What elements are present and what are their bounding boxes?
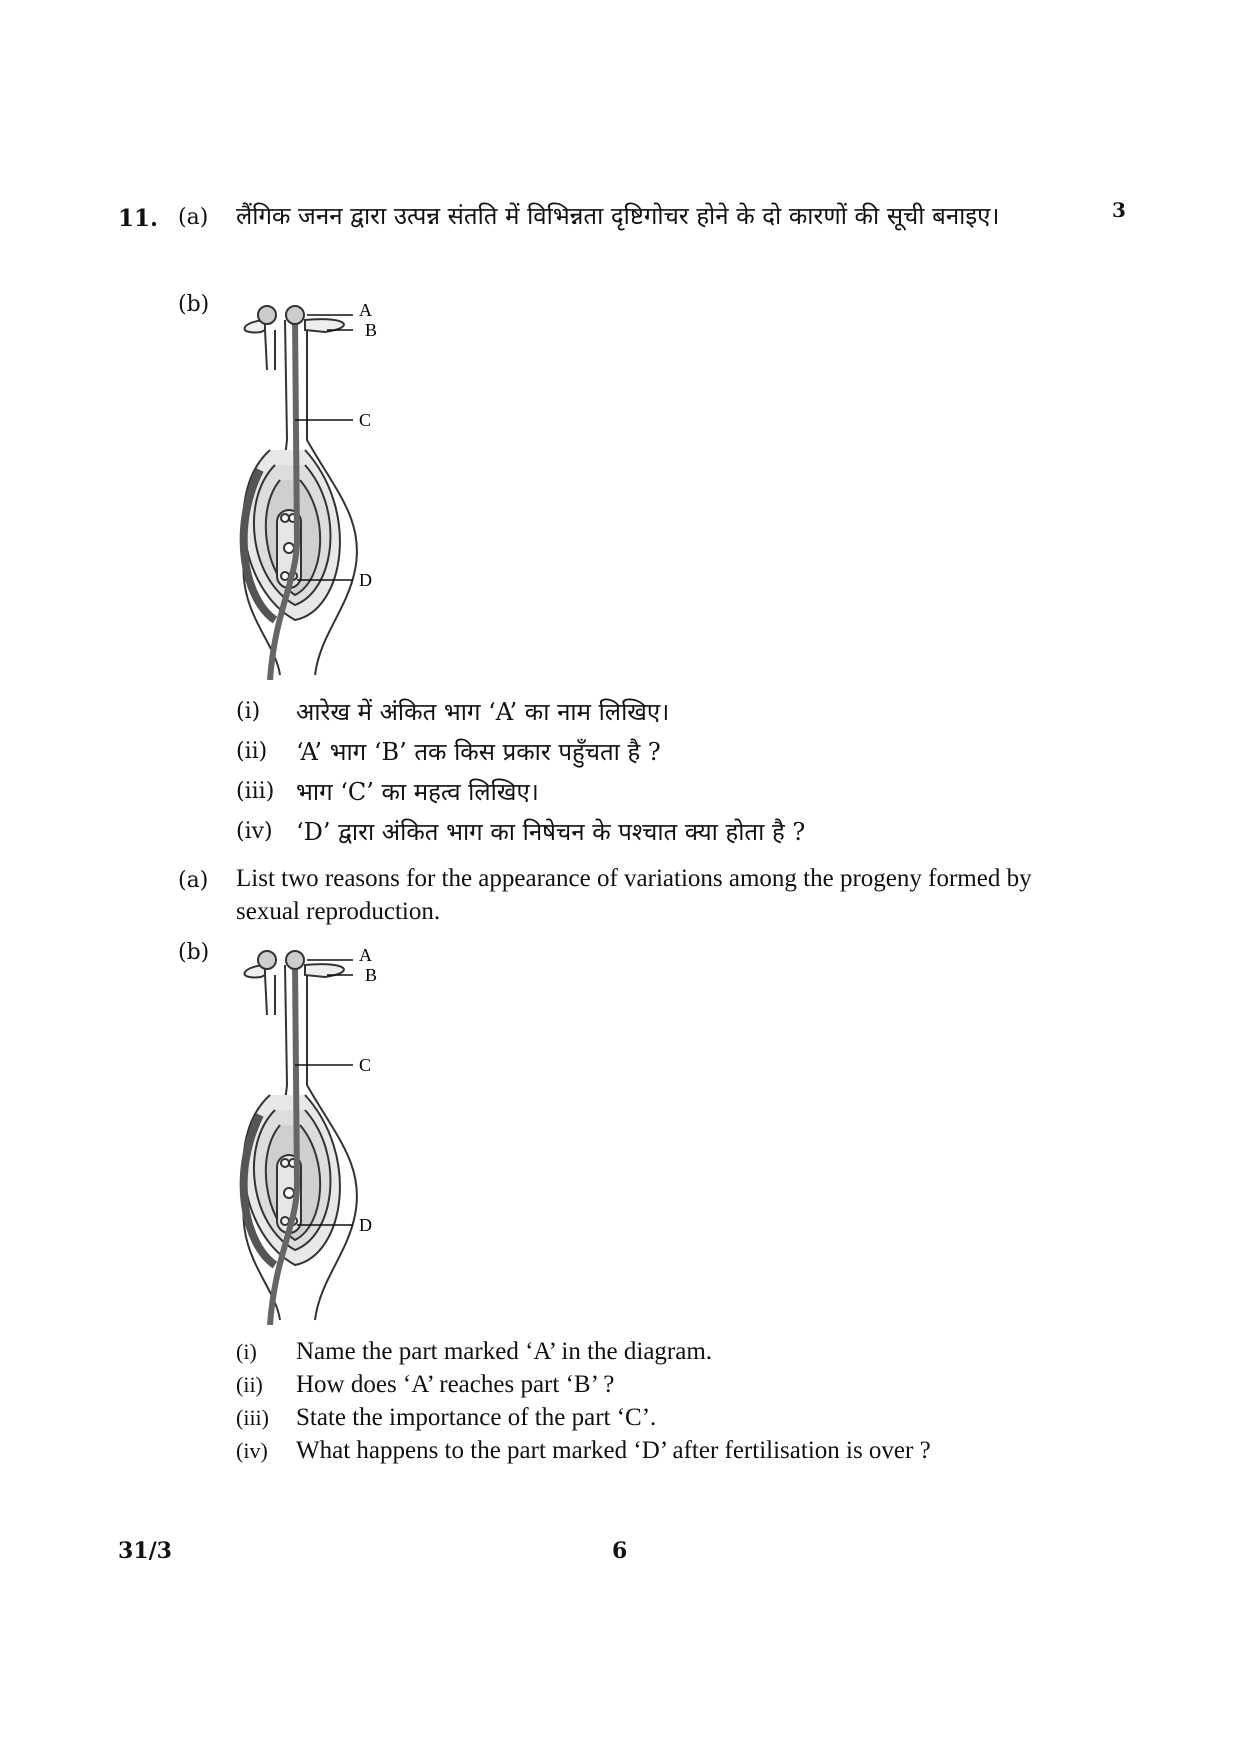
list-item bbox=[236, 1368, 1096, 1401]
hindi-subquestions bbox=[236, 692, 1096, 852]
sub-number: (iii) bbox=[236, 779, 275, 804]
pistil-drawing bbox=[243, 951, 357, 1325]
hindi-part-a-text: लैंगिक जनन द्वारा उत्पन्न संतति में विभिन्नता दृष्टिगोचर होने के दो कारणों की सूची बनाइए। bbox=[236, 202, 1000, 230]
sub-text: आरेख में अंकित भाग ‘A’ का नाम लिखिए। bbox=[296, 698, 670, 726]
marks: 3 bbox=[1112, 198, 1126, 222]
label-a: A bbox=[359, 945, 372, 965]
english-part-a-label: (a) bbox=[178, 868, 209, 893]
list-item bbox=[236, 772, 1096, 812]
sub-number: (i) bbox=[236, 699, 261, 724]
list-item bbox=[236, 1401, 1096, 1434]
question-number: 11. bbox=[118, 205, 159, 232]
sub-text: What happens to the part marked ‘D’ after fertilisation is over ? bbox=[296, 1437, 931, 1464]
sub-text: Name the part marked ‘A’ in the diagram. bbox=[296, 1338, 713, 1365]
sub-text: भाग ‘C’ का महत्व लिखिए। bbox=[296, 778, 539, 806]
hindi-part-a-label: (a) bbox=[178, 205, 209, 230]
sub-text: How does ‘A’ reaches part ‘B’ ? bbox=[296, 1371, 615, 1398]
page-number: 6 bbox=[612, 1538, 628, 1564]
list-item bbox=[236, 732, 1096, 772]
paper-code: 31/3 bbox=[118, 1538, 172, 1564]
sub-number: (iv) bbox=[236, 1438, 268, 1463]
sub-text: ‘D’ द्वारा अंकित भाग का निषेचन के पश्चात क्या होता है ? bbox=[296, 818, 806, 846]
pistil-diagram-hindi bbox=[235, 290, 435, 680]
pistil-diagram-english bbox=[235, 935, 435, 1325]
sub-text: ‘A’ भाग ‘B’ तक किस प्रकार पहुँचता है ? bbox=[296, 738, 661, 766]
label-b: B bbox=[365, 320, 378, 340]
label-a: A bbox=[359, 300, 372, 320]
list-item bbox=[236, 692, 1096, 732]
english-part-b-label: (b) bbox=[178, 940, 210, 965]
sub-number: (ii) bbox=[236, 739, 268, 764]
sub-number: (iv) bbox=[236, 819, 273, 844]
label-d: D bbox=[359, 1215, 372, 1235]
label-c: C bbox=[359, 410, 372, 430]
list-item bbox=[236, 1335, 1096, 1368]
label-d: D bbox=[359, 570, 372, 590]
english-subquestions bbox=[236, 1335, 1096, 1467]
english-part-a-text: List two reasons for the appearance of variations among the progeny formed by sexual reproduction. bbox=[236, 865, 1032, 925]
list-item bbox=[236, 1434, 1096, 1467]
sub-number: (iii) bbox=[236, 1405, 269, 1430]
label-b: B bbox=[365, 965, 378, 985]
label-c: C bbox=[359, 1055, 372, 1075]
pistil-drawing bbox=[243, 306, 357, 680]
sub-number: (ii) bbox=[236, 1372, 263, 1397]
sub-number: (i) bbox=[236, 1339, 257, 1364]
list-item bbox=[236, 812, 1096, 852]
hindi-part-b-label: (b) bbox=[178, 292, 210, 317]
sub-text: State the importance of the part ‘C’. bbox=[296, 1404, 657, 1431]
